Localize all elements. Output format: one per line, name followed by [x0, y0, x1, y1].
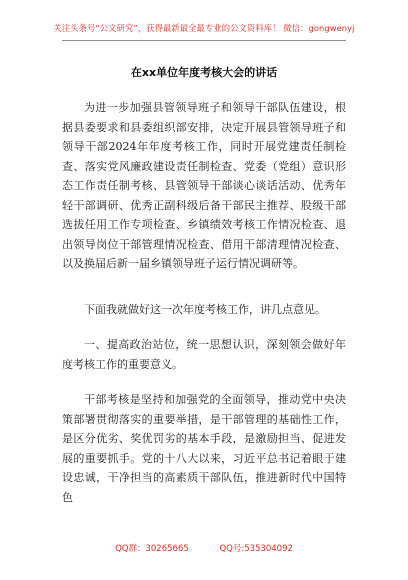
paragraph-text: 一、提高政治站位，统一思想认识，深刻领会做好年度考核工作的重要意义。 — [62, 338, 346, 371]
footer-qq-group: QQ群：30265665 — [115, 544, 189, 554]
section-heading-one — [62, 335, 346, 374]
header-note: 关注头条号“公文研究”，获得最新最全最专业的公文资料库！ 微信：gongwenyj — [53, 23, 355, 33]
document-title: 在xx单位年度考核大会的讲话 — [130, 66, 278, 79]
paragraph-text: 干部考核是坚持和加强党的全面领导，推动党中央决策部署贯彻落实的重要举措，是干部管理的基础性工作，是区分优劣、奖优罚劣的基本手段，是激励担当、促进发展的重要抓手。党的十八大以来，习近平总书记着眼于建设忠诚，干净担当的高素质干部队伍，推进新时代中国特色 — [62, 393, 346, 504]
footer-qq-number: QQ号:535304092 — [219, 544, 293, 554]
header-divider — [62, 40, 346, 41]
paragraph-intro — [62, 98, 346, 274]
footer-contacts — [0, 542, 408, 554]
paragraph-text: 为进一步加强县管领导班子和领导干部队伍建设，根据县委要求和县委组织部安排，决定开展县管领导班子和领导干部2024年年度考核工作，同时开展党建责任制检查、落实党风廉政建设责任制检查、党委（党组）意识形态工作责任制考核、县管领导干部谈心谈话活动、优秀年轻干部调研、优秀正副科级后备干部民主推荐、股级干部选拔任用工作专项检查、乡镇绩效考核工作情况检查、退出领导岗位干部管理情况检查、借用干部清理情况检查、以及换届后新一届乡镇领导班子运行情况调研等。 — [62, 101, 346, 270]
paragraph-evaluation — [62, 390, 346, 507]
paragraph-text: 下面我就做好这一次年度考核工作，讲几点意见。 — [84, 303, 326, 316]
paragraph-opinions — [62, 300, 346, 320]
